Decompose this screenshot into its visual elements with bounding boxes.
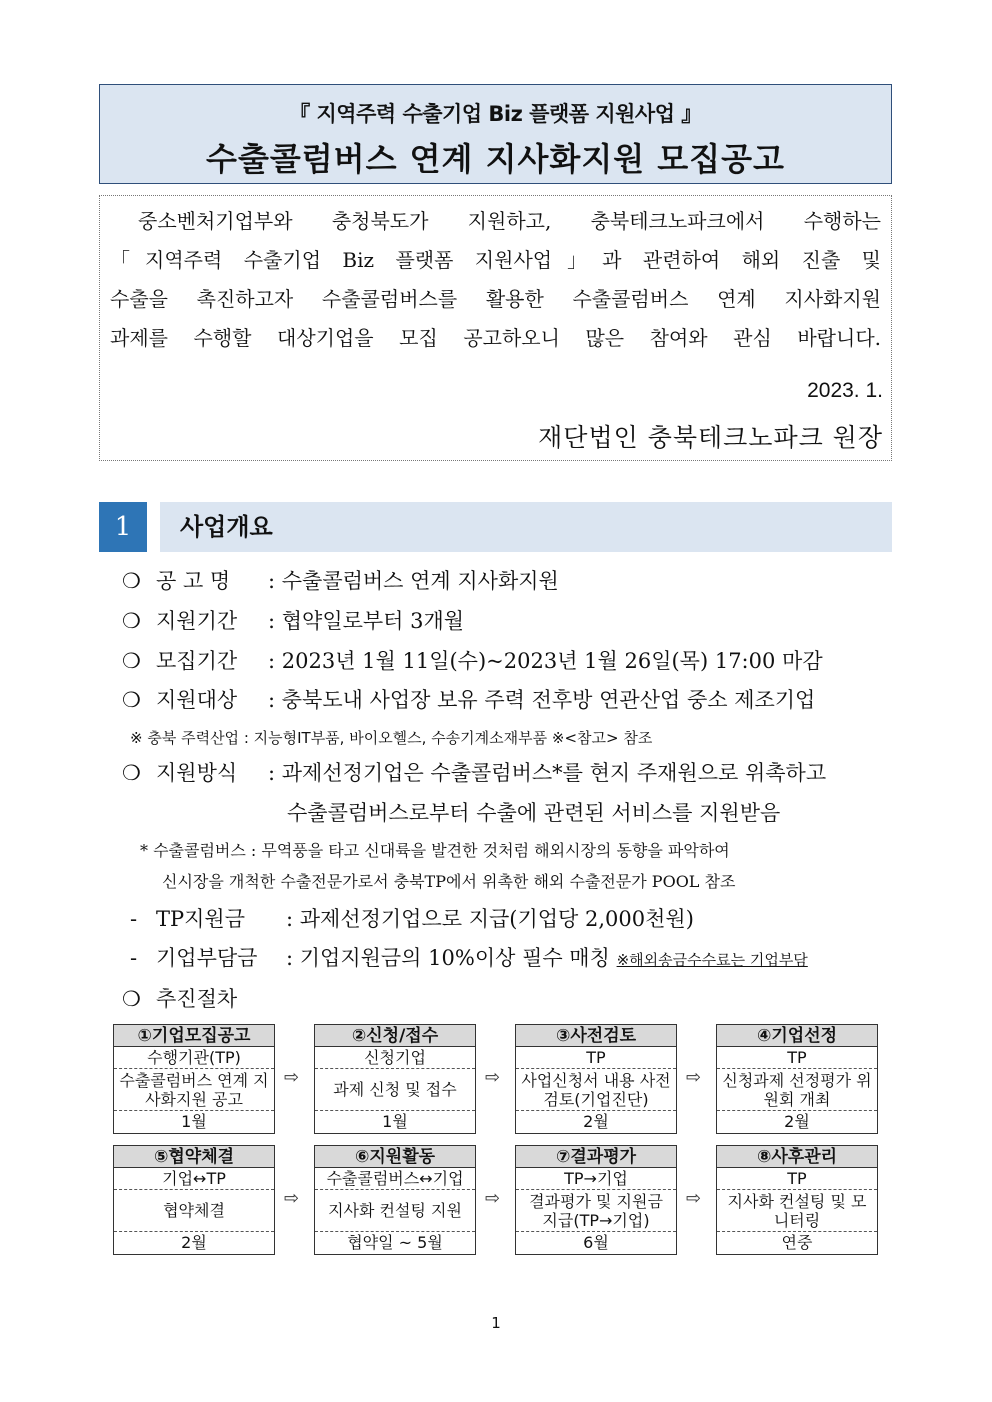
item-recruit-period: [122, 645, 823, 675]
step-task: 신청과제 선정평가 위원회 개최: [717, 1069, 877, 1111]
step-actor: TP→기업: [516, 1168, 676, 1190]
title-box: [99, 84, 892, 184]
item-value: : 충북도내 사업장 보유 주력 전후방 연관산업 중소 제조기업: [268, 688, 816, 712]
industry-note: ※ 충북 주력산업 : 지능형IT부품, 바이오헬스, 수송기계소재부품 ※<참고> 참조: [130, 729, 653, 747]
columbus-note-line2: 신시장을 개척한 수출전문가로서 충북TP에서 위촉한 해외 수출전문가 POOL 참조: [162, 872, 736, 891]
right-arrow-icon: ⇨: [485, 1067, 501, 1088]
step-box: [113, 1024, 275, 1134]
step-task: 지사화 컨설팅 지원: [315, 1190, 475, 1232]
step-time: 연중: [781, 1233, 813, 1252]
step-task: 수출콜럼버스 연계 지사화지원 공고: [114, 1069, 274, 1111]
step-time: 2월: [181, 1233, 207, 1252]
item-value: : 2023년 1월 11일(수)~2023년 1월 26일(목) 17:00 마감: [268, 649, 823, 673]
right-arrow-icon: ⇨: [686, 1188, 702, 1209]
step-time: 2월: [784, 1112, 810, 1131]
step-box: [515, 1145, 677, 1255]
step-box: [515, 1024, 677, 1134]
item-value: : 수출콜럼버스 연계 지사화지원: [268, 569, 559, 593]
step-actor: TP: [516, 1047, 676, 1069]
step-actor: 기업↔TP: [114, 1168, 274, 1190]
step-task: 사업신청서 내용 사전검토(기업진단): [516, 1069, 676, 1111]
step-actor: 신청기업: [315, 1047, 475, 1069]
item-target: [122, 684, 815, 714]
section-number: 1: [99, 502, 147, 552]
dash-icon: -: [130, 907, 138, 931]
item-label: 지원방식: [156, 761, 238, 785]
step-title: ⑦결과평가: [516, 1146, 676, 1168]
item-support-period: [122, 605, 464, 635]
step-task: 과제 신청 및 접수: [315, 1069, 475, 1111]
step-title: ⑥지원활동: [315, 1146, 475, 1168]
step-title: ①기업모집공고: [114, 1025, 274, 1047]
circle-bullet-icon: ❍: [122, 761, 141, 785]
circle-bullet-icon: ❍: [122, 569, 141, 593]
right-arrow-icon: ⇨: [284, 1188, 300, 1209]
notice-subtitle: 『 지역주력 수출기업 Biz 플랫폼 지원사업 』: [289, 102, 702, 126]
company-fund-row: [130, 942, 808, 972]
right-arrow-icon: ⇨: [485, 1188, 501, 1209]
step-time: 1월: [181, 1112, 207, 1131]
remittance-fee-note: ※해외송금수수료는 기업부담: [616, 951, 808, 969]
step-actor: TP: [717, 1168, 877, 1190]
circle-bullet-icon: ❍: [122, 987, 141, 1011]
step-actor: TP: [717, 1047, 877, 1069]
circle-bullet-icon: ❍: [122, 609, 141, 633]
intro-date: 2023. 1.: [807, 379, 883, 402]
item-label: 지원기간: [156, 609, 238, 633]
item-notice-name: [122, 565, 559, 595]
step-time: 6월: [583, 1233, 609, 1252]
item-label: 추진절차: [156, 987, 238, 1011]
step-box: [113, 1145, 275, 1255]
step-box: [314, 1145, 476, 1255]
step-task: 협약체결: [114, 1190, 274, 1232]
step-time: 2월: [583, 1112, 609, 1131]
circle-bullet-icon: ❍: [122, 649, 141, 673]
step-title: ⑤협약체결: [114, 1146, 274, 1168]
notice-title: 수출콜럼버스 연계 지사화지원 모집공고: [206, 140, 785, 178]
item-value: : 과제선정기업은 수출콜럼버스*를 현지 주재원으로 위촉하고: [268, 761, 827, 785]
dash-icon: -: [130, 946, 138, 970]
step-title: ③사전검토: [516, 1025, 676, 1047]
step-box: [716, 1024, 878, 1134]
circle-bullet-icon: ❍: [122, 688, 141, 712]
item-label: 지원대상: [156, 688, 238, 712]
section-title: 사업개요: [180, 513, 273, 541]
intro-line: 「지역주력 수출기업 Biz 플랫폼 지원사업」과 관련하여 해외 진출 및: [110, 248, 881, 272]
right-arrow-icon: ⇨: [686, 1067, 702, 1088]
intro-text: [110, 202, 881, 358]
intro-line: 수출을 촉진하고자 수출콜럼버스를 활용한 수출콜럼버스 연계 지사화지원: [110, 287, 881, 311]
item-label: 모집기간: [156, 649, 238, 673]
item-value: : 협약일로부터 3개월: [268, 609, 465, 633]
page-number: 1: [491, 1314, 501, 1332]
item-label: 공 고 명: [156, 569, 231, 593]
step-task: 결과평가 및 지원금 지급(TP→기업): [516, 1190, 676, 1232]
step-box: [314, 1024, 476, 1134]
step-title: ④기업선정: [717, 1025, 877, 1047]
tp-fund-value: : 과제선정기업으로 지급(기업당 2,000천원): [286, 907, 694, 931]
step-title: ②신청/접수: [315, 1025, 475, 1047]
step-actor: 수행기관(TP): [114, 1047, 274, 1069]
step-task: 지사화 컨설팅 및 모니터링: [717, 1190, 877, 1232]
step-title: ⑧사후관리: [717, 1146, 877, 1168]
intro-line: 중소벤처기업부와 충청북도가 지원하고, 충북테크노파크에서 수행하는: [138, 209, 881, 233]
item-method: [122, 757, 826, 787]
company-fund-value: : 기업지원금의 10%이상 필수 매칭: [286, 946, 610, 970]
intro-box: [99, 195, 892, 461]
company-fund-label: 기업부담금: [156, 946, 258, 970]
step-actor: 수출콜럼버스↔기업: [315, 1168, 475, 1190]
method-line2: 수출콜럼버스로부터 수출에 관련된 서비스를 지원받음: [287, 801, 781, 825]
step-box: [716, 1145, 878, 1255]
tp-fund-label: TP지원금: [156, 907, 245, 931]
intro-line: 과제를 수행할 대상기업을 모집 공고하오니 많은 참여와 관심 바랍니다.: [110, 326, 881, 350]
step-time: 협약일 ~ 5월: [347, 1233, 443, 1252]
columbus-note-line1: * 수출콜럼버스 : 무역풍을 타고 신대륙을 발견한 것처럼 해외시장의 동향을 파악하여: [140, 841, 730, 860]
tp-fund-row: [130, 903, 694, 933]
step-time: 1월: [382, 1112, 408, 1131]
item-procedure: [122, 983, 237, 1013]
right-arrow-icon: ⇨: [284, 1067, 300, 1088]
intro-org: 재단법인 충북테크노파크 원장: [538, 423, 883, 452]
